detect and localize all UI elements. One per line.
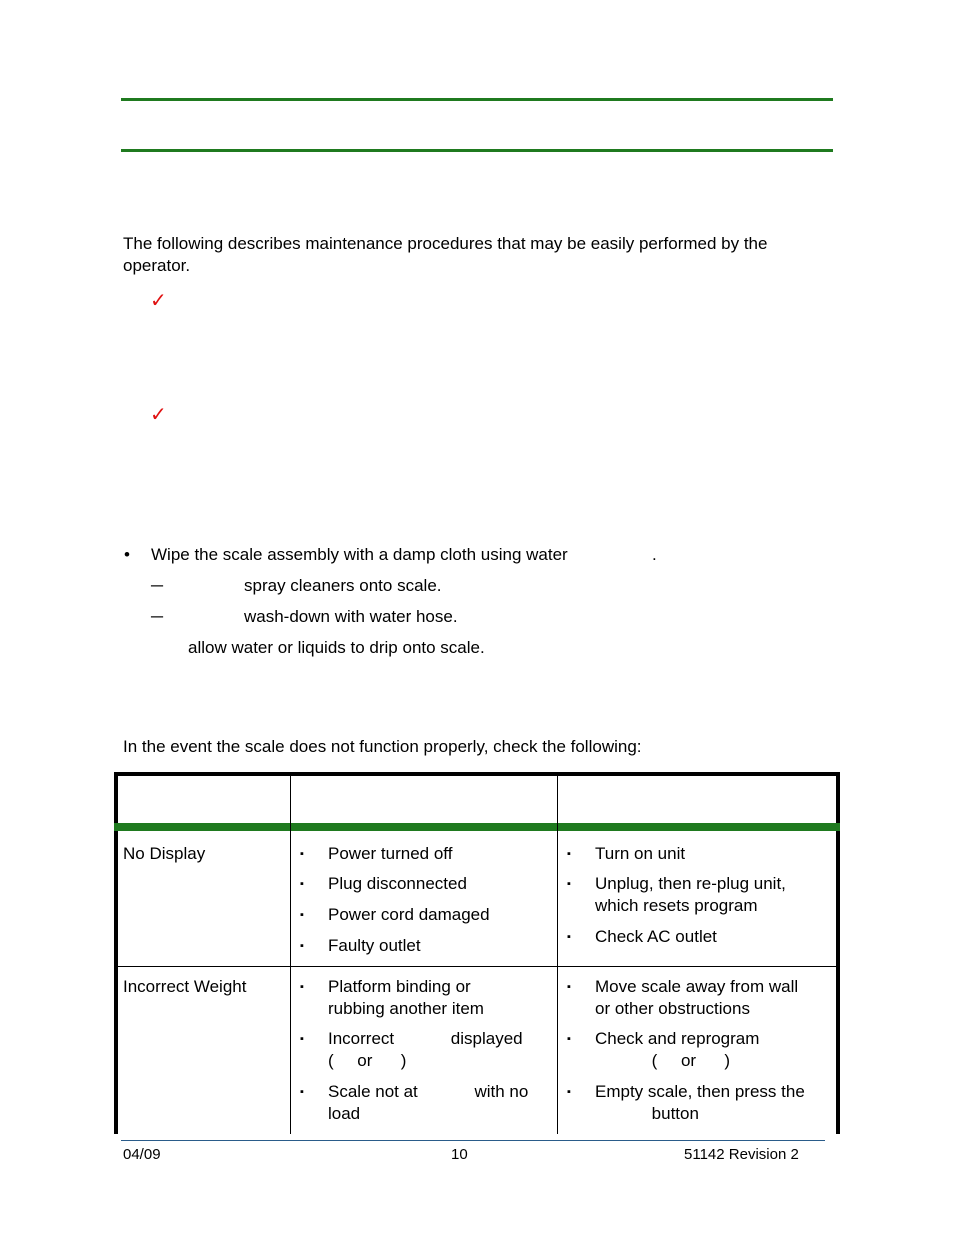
- check-mark-icon: ✓: [150, 402, 167, 426]
- table-cell-remedy: Empty scale, then press the button: [595, 1082, 805, 1123]
- intro-paragraph: The following describes maintenance procedures that may be easily performed by the operator.: [123, 234, 768, 275]
- bullet-icon: •: [124, 545, 130, 564]
- table-cell-cause: Power turned off: [328, 844, 453, 863]
- table-cell-cause: Incorrect displayed ( or ): [328, 1029, 523, 1070]
- table-cell-problem: No Display: [123, 844, 206, 863]
- dash-icon: ─: [151, 576, 164, 595]
- wipe-instruction: Wipe the scale assembly with a damp cloth using water: [151, 545, 568, 564]
- spray-warning: spray cleaners onto scale.: [244, 576, 442, 595]
- table-cell-cause: Platform binding or rubbing another item: [328, 977, 484, 1018]
- bullet-icon: ▪: [567, 848, 571, 860]
- column-divider: [290, 776, 291, 1134]
- table-cell-cause: Plug disconnected: [328, 874, 467, 893]
- row-divider: [118, 966, 836, 967]
- header-rule-bottom: [121, 149, 833, 152]
- bullet-icon: ▪: [300, 940, 304, 952]
- table-cell-remedy: Unplug, then re-plug unit, which resets program: [595, 874, 786, 915]
- bullet-icon: ▪: [300, 848, 304, 860]
- troubleshoot-intro: In the event the scale does not function properly, check the following:: [123, 737, 642, 756]
- bullet-icon: ▪: [300, 1033, 304, 1045]
- table-cell-remedy: Check and reprogram ( or ): [595, 1029, 760, 1070]
- column-divider: [557, 776, 558, 1134]
- bullet-icon: ▪: [567, 878, 571, 890]
- table-cell-remedy: Check AC outlet: [595, 927, 717, 946]
- dash-icon: ─: [151, 607, 164, 626]
- wipe-instruction-end: .: [652, 545, 657, 564]
- bullet-icon: ▪: [300, 1086, 304, 1098]
- bullet-icon: ▪: [567, 931, 571, 943]
- table-cell-cause: Faulty outlet: [328, 936, 421, 955]
- footer-date: 04/09: [123, 1146, 161, 1163]
- bullet-icon: ▪: [300, 878, 304, 890]
- check-mark-icon: ✓: [150, 288, 167, 312]
- troubleshooting-table: [114, 772, 836, 1134]
- header-rule-top: [121, 98, 833, 101]
- table-header-rule: [114, 823, 840, 831]
- bullet-icon: ▪: [567, 981, 571, 993]
- table-cell-remedy: Move scale away from wall or other obstructions: [595, 977, 799, 1018]
- washdown-warning: wash-down with water hose.: [244, 607, 458, 626]
- drip-warning: allow water or liquids to drip onto scale.: [188, 638, 485, 657]
- bullet-icon: ▪: [567, 1033, 571, 1045]
- table-border: [114, 772, 840, 776]
- table-cell-cause: Power cord damaged: [328, 905, 490, 924]
- bullet-icon: ▪: [567, 1086, 571, 1098]
- table-cell-remedy: Turn on unit: [595, 844, 686, 863]
- table-cell-problem: Incorrect Weight: [123, 977, 247, 996]
- page-number: 10: [451, 1146, 468, 1163]
- document-revision: 51142 Revision 2: [684, 1146, 799, 1163]
- table-cell-cause: Scale not at with no load: [328, 1082, 529, 1123]
- bullet-icon: ▪: [300, 981, 304, 993]
- bullet-icon: ▪: [300, 909, 304, 921]
- footer-rule: [121, 1140, 825, 1141]
